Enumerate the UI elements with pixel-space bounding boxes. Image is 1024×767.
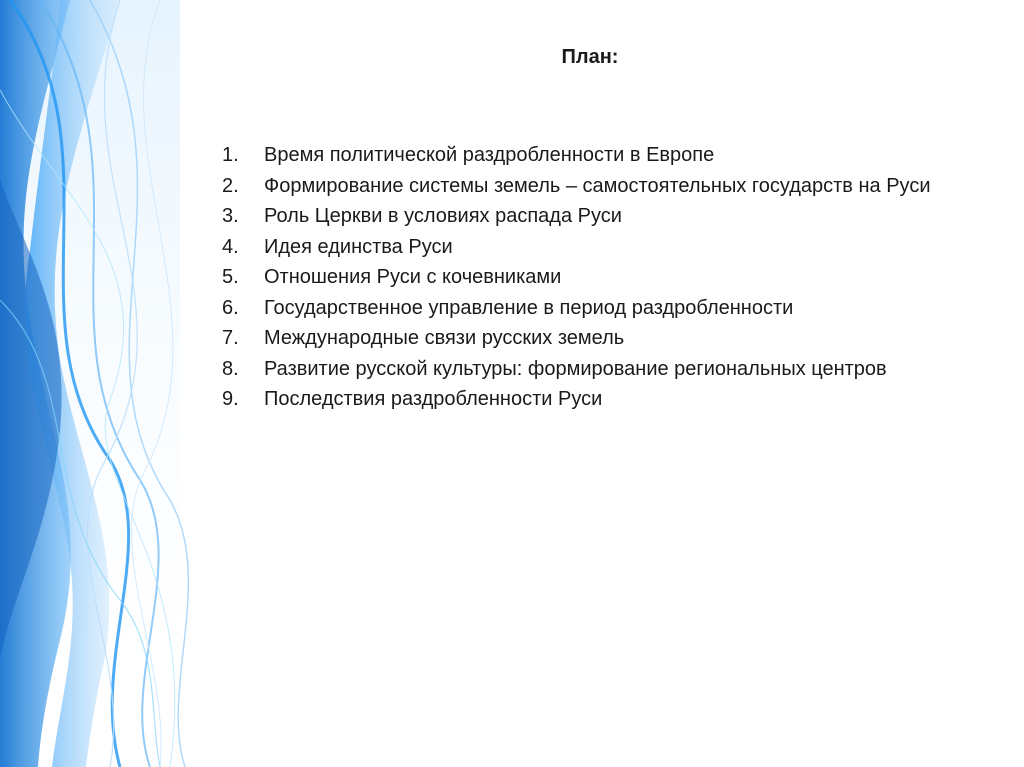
plan-list bbox=[222, 140, 960, 415]
list-item-number: 2. bbox=[222, 174, 239, 197]
list-item-text: Идея единства Руси bbox=[264, 235, 453, 258]
list-item-number: 9. bbox=[222, 388, 239, 410]
list-item bbox=[222, 171, 960, 202]
list-item-text: Последствия раздробленности Руси bbox=[264, 388, 603, 410]
list-item-text: Роль Церкви в условиях распада Руси bbox=[264, 205, 622, 227]
list-item-text: Формирование системы земель – самостоятельных государств на Руси bbox=[264, 174, 931, 197]
blue-wave-decoration bbox=[0, 0, 260, 767]
list-item bbox=[222, 232, 960, 263]
list-item bbox=[222, 354, 960, 385]
list-item-text: Международные связи русских земель bbox=[264, 327, 625, 349]
list-item bbox=[222, 323, 960, 354]
list-item-number: 4. bbox=[222, 235, 239, 258]
list-item-number: 7. bbox=[222, 327, 239, 349]
list-item bbox=[222, 201, 960, 232]
list-item-number: 3. bbox=[222, 205, 239, 227]
list-item-number: 6. bbox=[222, 296, 239, 319]
list-item-number: 1. bbox=[222, 144, 239, 166]
list-item bbox=[222, 293, 960, 324]
list-item-text: Время политической раздробленности в Европе bbox=[264, 144, 715, 166]
list-item bbox=[222, 262, 960, 293]
page-title: План: bbox=[561, 46, 619, 68]
list-item bbox=[222, 384, 960, 415]
list-item-text: Развитие русской культуры: формирование региональных центров bbox=[264, 357, 887, 380]
list-item-text: Отношения Руси с кочевниками bbox=[264, 266, 562, 288]
list-item bbox=[222, 140, 960, 171]
list-item-number: 8. bbox=[222, 357, 239, 380]
list-item-text: Государственное управление в период раздробленности bbox=[264, 296, 794, 319]
list-item-number: 5. bbox=[222, 266, 239, 288]
